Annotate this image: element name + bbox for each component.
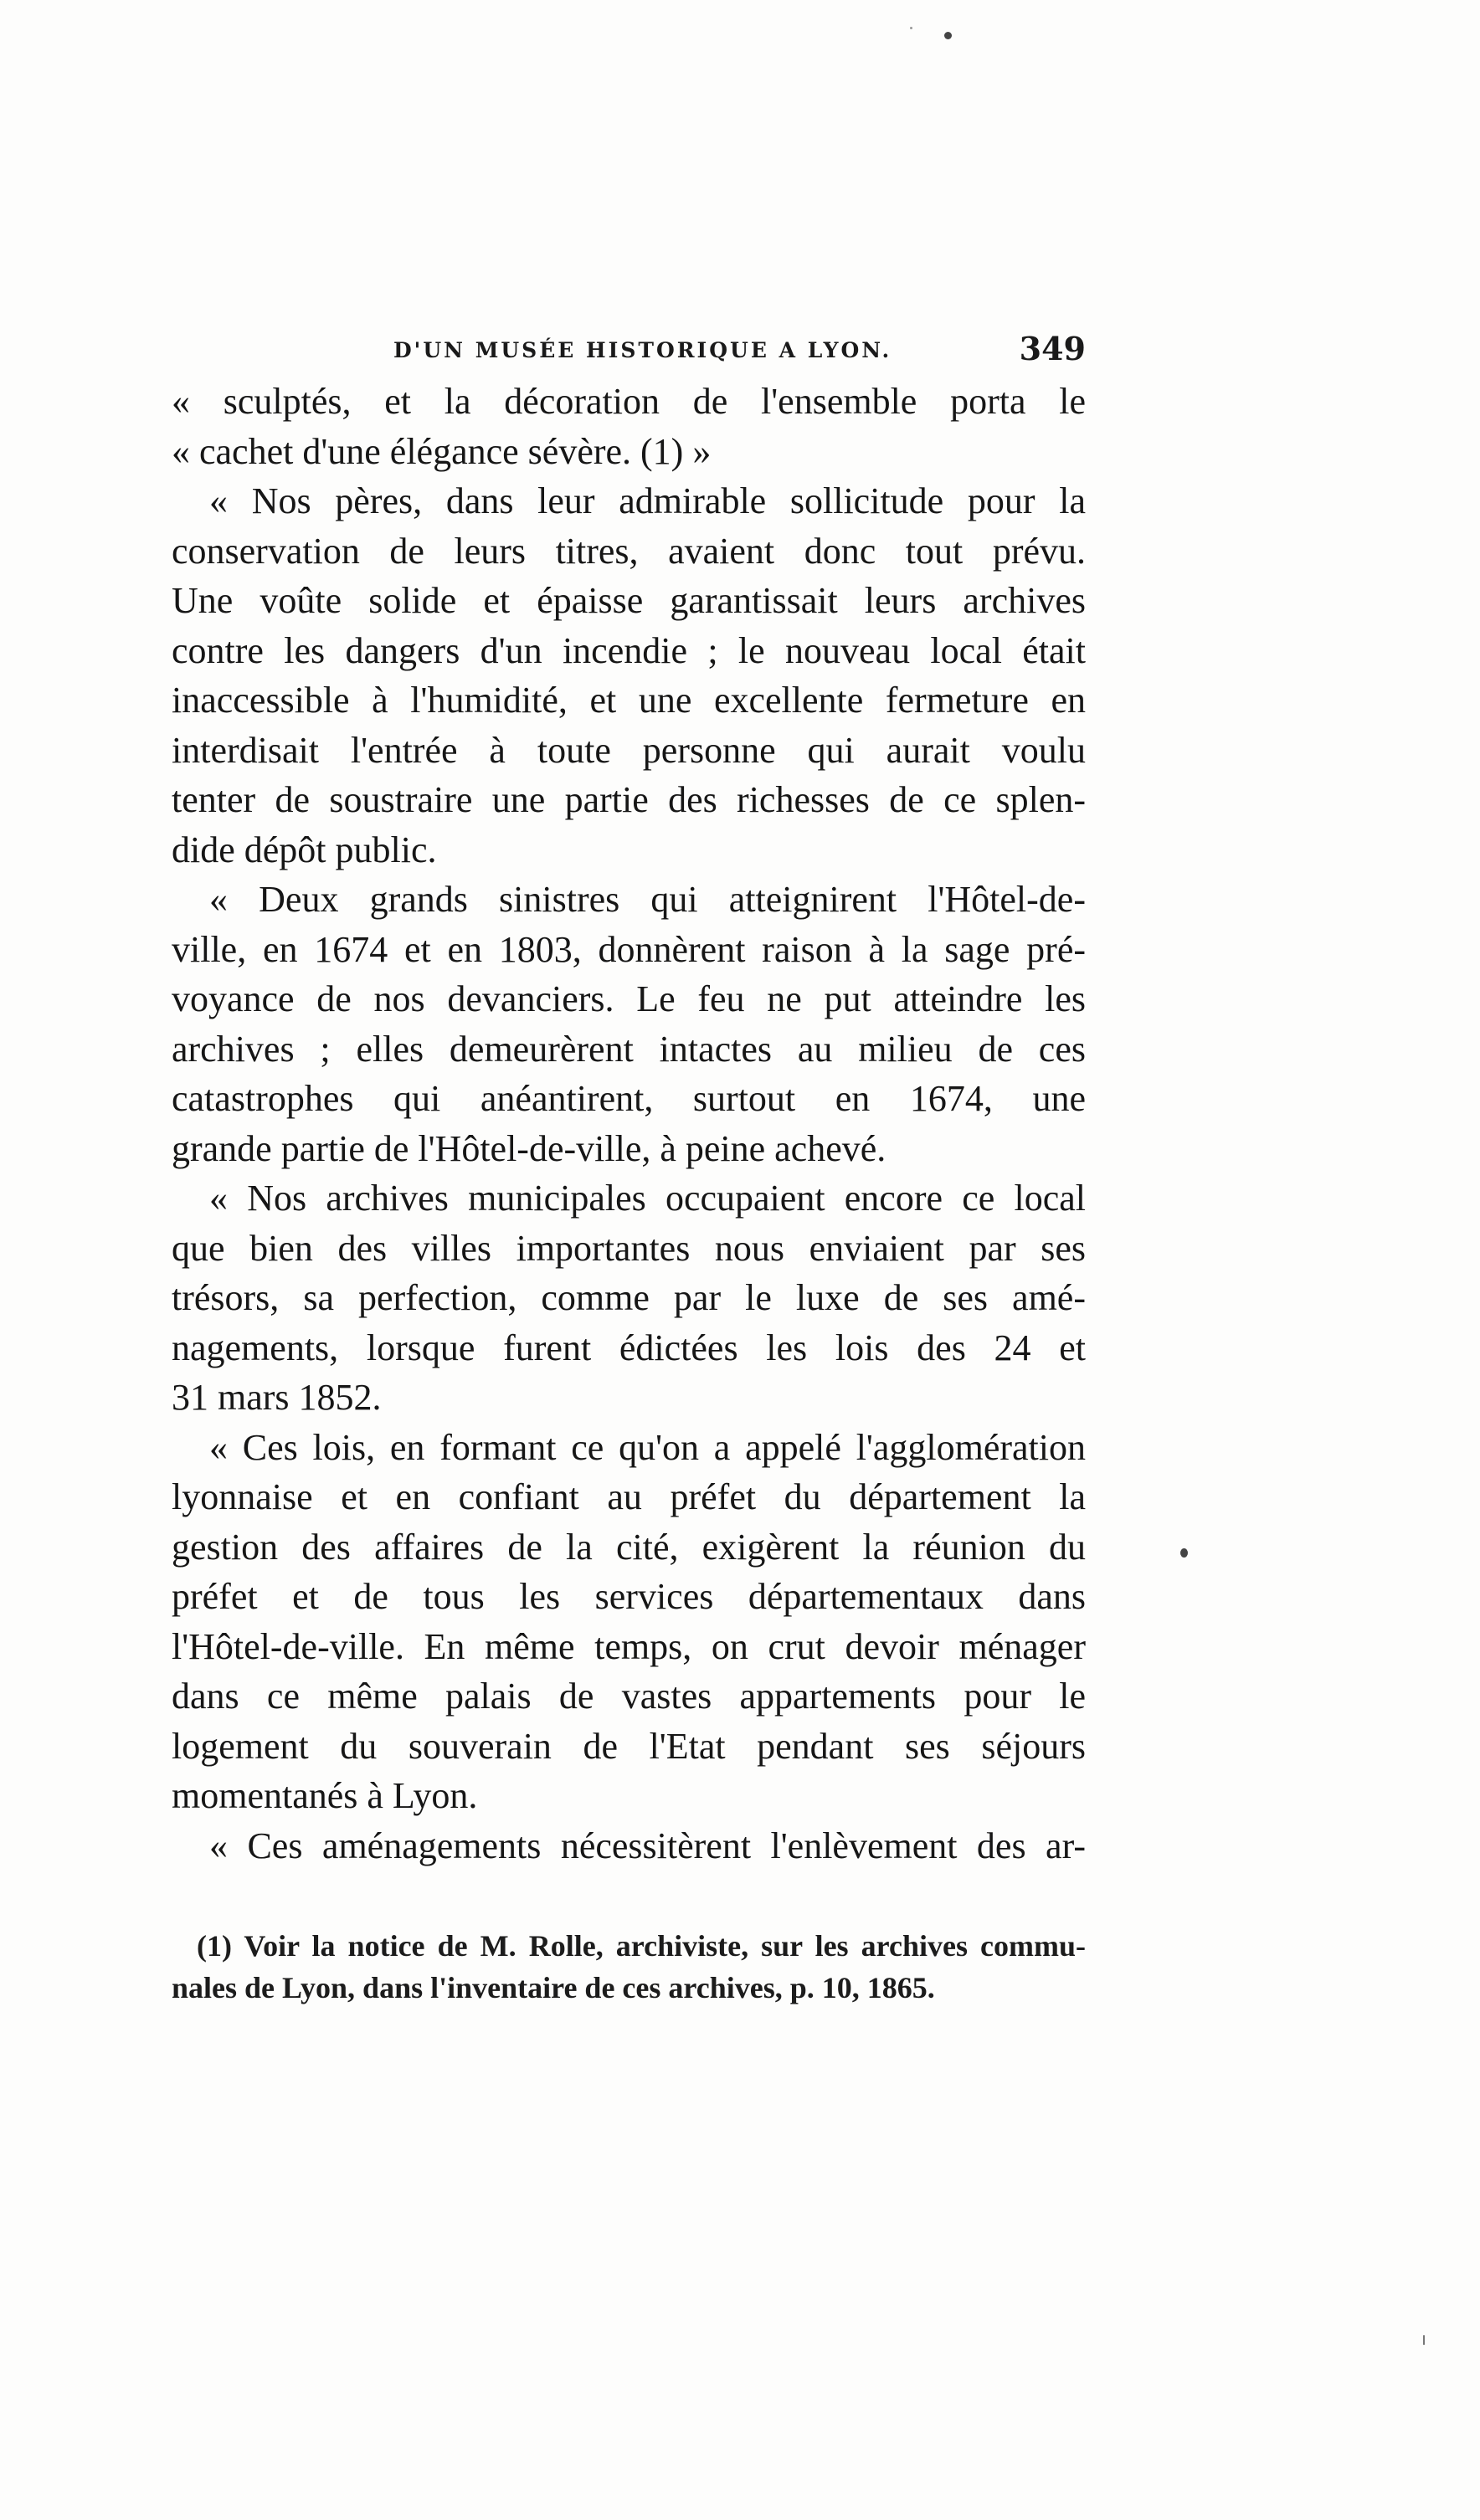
text-line: dide dépôt public. bbox=[172, 829, 437, 870]
footnote-line: (1) Voir la notice de M. Rolle, archiviste, sur les archives commu- bbox=[197, 1929, 1086, 1963]
running-head bbox=[172, 330, 1086, 375]
ink-speck bbox=[944, 32, 952, 39]
text-line: « cachet d'une élégance sévère. (1) » bbox=[172, 430, 712, 472]
text-line: inaccessible à l'humidité, et une excellente fermeture en bbox=[172, 680, 1086, 721]
text-line: que bien des villes importantes nous enviaient par ses bbox=[172, 1227, 1086, 1269]
footnote bbox=[172, 1925, 1086, 2009]
text-line: contre les dangers d'un incendie ; le nouveau local était bbox=[172, 629, 1086, 671]
text-line: préfet et de tous les services départementaux dans bbox=[172, 1576, 1086, 1617]
text-line: momentanés à Lyon. bbox=[172, 1775, 478, 1816]
running-title: D'UN MUSÉE HISTORIQUE A LYON. bbox=[393, 338, 892, 362]
text-line: trésors, sa perfection, comme par le luxe de ses amé- bbox=[172, 1277, 1086, 1318]
ink-speck bbox=[910, 27, 912, 29]
text-line: logement du souverain de l'Etat pendant ses séjours bbox=[172, 1725, 1086, 1767]
ink-speck bbox=[1180, 1548, 1188, 1558]
text-line: « Deux grands sinistres qui atteignirent l'Hôtel-de- bbox=[209, 879, 1086, 920]
text-line: voyance de nos devanciers. Le feu ne put atteindre les bbox=[172, 978, 1086, 1019]
text-line: « sculptés, et la décoration de l'ensemble porta le bbox=[172, 381, 1086, 422]
text-line: ville, en 1674 et en 1803, donnèrent raison à la sage pré- bbox=[172, 928, 1086, 970]
text-line: catastrophes qui anéantirent, surtout en 1674, une bbox=[172, 1078, 1086, 1119]
body-text bbox=[172, 377, 1086, 1871]
text-line: « Ces lois, en formant ce qu'on a appelé l'agglomération bbox=[209, 1426, 1086, 1468]
page-number: 349 bbox=[1019, 330, 1086, 367]
text-line: « Nos pères, dans leur admirable sollicitude pour la bbox=[209, 480, 1086, 521]
text-line: conservation de leurs titres, avaient donc tout prévu. bbox=[172, 530, 1086, 572]
text-line: lyonnaise et en confiant au préfet du département la bbox=[172, 1476, 1086, 1517]
text-line: Une voûte solide et épaisse garantissait leurs archives bbox=[172, 580, 1086, 621]
footnote-line: nales de Lyon, dans l'inventaire de ces archives, p. 10, 1865. bbox=[172, 1971, 935, 2004]
text-line: dans ce même palais de vastes appartements pour le bbox=[172, 1676, 1086, 1717]
text-line: l'Hôtel-de-ville. En même temps, on crut devoir ménager bbox=[172, 1625, 1086, 1667]
text-line: interdisait l'entrée à toute personne qui aurait voulu bbox=[172, 729, 1086, 771]
text-line: tenter de soustraire une partie des richesses de ce splen- bbox=[172, 779, 1086, 820]
text-line: grande partie de l'Hôtel-de-ville, à peine achevé. bbox=[172, 1127, 886, 1169]
text-line: 31 mars 1852. bbox=[172, 1377, 382, 1418]
ink-speck bbox=[1423, 2335, 1425, 2345]
text-line: archives ; elles demeurèrent intactes au milieu de ces bbox=[172, 1028, 1086, 1070]
text-line: « Nos archives municipales occupaient encore ce local bbox=[209, 1178, 1086, 1219]
text-line: « Ces aménagements nécessitèrent l'enlèvement des ar- bbox=[209, 1825, 1086, 1866]
text-line: nagements, lorsque furent édictées les lois des 24 et bbox=[172, 1327, 1086, 1368]
text-line: gestion des affaires de la cité, exigèrent la réunion du bbox=[172, 1526, 1086, 1568]
